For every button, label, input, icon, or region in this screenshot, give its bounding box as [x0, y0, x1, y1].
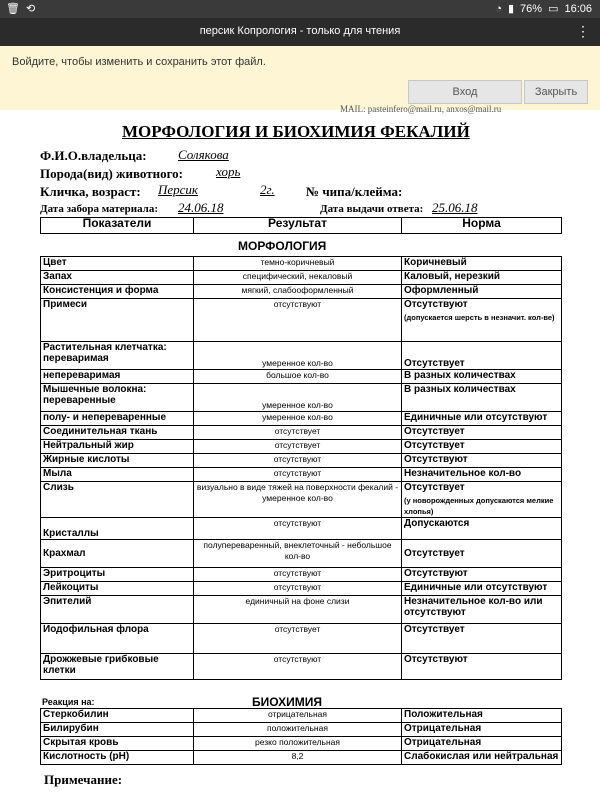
- table-row: Жирные кислоты отсутствуют Отсутствуют: [41, 454, 562, 468]
- table-row: Нейтральный жир отсутствует Отсутствует: [41, 440, 562, 454]
- morphology-title: МОРФОЛОГИЯ: [238, 239, 327, 253]
- table-row: Стеркобилин отрицательная Положительная: [41, 709, 562, 723]
- reaction-label: Реакция на:: [42, 697, 95, 707]
- table-row: Эпителий единичный на фоне слизи Незначительное кол-во или отсутствуют: [41, 596, 562, 624]
- document-title: персик Копрология - только для чтения: [199, 25, 401, 37]
- table-row: Цвет темно-коричневый Коричневый: [41, 257, 562, 271]
- table-row: Растительная клетчатка: переваримая умеренное кол-во Отсутствует: [41, 342, 562, 370]
- table-row: непереваримая большое кол-во В разных количествах: [41, 370, 562, 384]
- morphology-table: [40, 256, 562, 680]
- table-row: Консистенция и форма мягкий, слабооформленный Оформленный: [41, 285, 562, 299]
- wifi-icon: ◔: [495, 2, 502, 15]
- table-row: Эритроциты отсутствуют Отсутствуют: [41, 568, 562, 582]
- breed-value: хорь: [216, 164, 241, 179]
- name-age-label: Кличка, возраст:: [40, 184, 141, 199]
- date-issued-label: Дата выдачи ответа:: [320, 203, 424, 215]
- table-header: [40, 217, 562, 234]
- date-taken-label: Дата забора материала:: [40, 203, 159, 215]
- banner-message: Войдите, чтобы изменить и сохранить этот файл.: [12, 56, 266, 68]
- table-row: полу- и непереваренные умеренное кол-во Единичные или отсутствуют: [41, 412, 562, 426]
- table-row: Слизь визуально в виде тяжей на поверхности фекалий - умеренное кол-во Отсутствует (у новорожденных допускаются мелкие хлопья): [41, 482, 562, 518]
- table-row: Мышечные волокна: переваренные умеренное кол-во В разных количествах: [41, 384, 562, 412]
- status-bar: [0, 0, 600, 18]
- biochemistry-title: БИОХИМИЯ: [252, 695, 323, 709]
- breed-label: Порода(вид) животного:: [40, 166, 183, 181]
- table-row: Запах специфический, некаловый Каловый, нерезкий: [41, 271, 562, 285]
- sync-icon: ⟲: [25, 3, 36, 15]
- table-row: Мыла отсутствуют Незначительное кол-во: [41, 468, 562, 482]
- owner-value: Солякова: [178, 147, 229, 162]
- trash-icon: 🗑: [6, 3, 20, 15]
- col-result: Результат: [194, 218, 402, 234]
- lab-email: MAIL: pasteinfero@mail.ru, anxos@mail.ru: [340, 104, 502, 114]
- signal-icon: ▮: [507, 3, 515, 15]
- table-row: Крахмал полупереваренный, внеклеточный - небольшое кол-во Отсутствует: [41, 540, 562, 568]
- battery-level: 76%: [520, 2, 543, 15]
- report-title: МОРФОЛОГИЯ И БИОХИМИЯ ФЕКАЛИЙ: [122, 122, 470, 141]
- table-row: Билирубин положительная Отрицательная: [41, 723, 562, 737]
- pet-age-value: 2г.: [260, 182, 275, 197]
- date-issued-value: 25.06.18: [432, 200, 478, 215]
- close-button[interactable]: Закрыть: [524, 80, 588, 104]
- pet-name-value: Персик: [158, 182, 199, 197]
- owner-label: Ф.И.О.владельца:: [40, 148, 147, 163]
- clock: 16:06: [564, 2, 592, 15]
- table-row: Примеси отсутствуют Отсутствуют (допускается шерсть в незначит. кол-ве): [41, 299, 562, 342]
- table-row: Лейкоциты отсутствуют Единичные или отсутствуют: [41, 582, 562, 596]
- chip-label: № чипа/клейма:: [306, 184, 403, 199]
- col-norm: Норма: [402, 218, 562, 234]
- table-row: Соединительная ткань отсутствует Отсутствует: [41, 426, 562, 440]
- table-row: Скрытая кровь резко положительная Отрицательная: [41, 737, 562, 751]
- note-label: Примечание:: [44, 772, 123, 787]
- table-row: Дрожжевые грибковые клетки отсутствуют Отсутствуют: [41, 654, 562, 680]
- table-row: Иодофильная флора отсутствует Отсутствует: [41, 624, 562, 654]
- more-options-icon[interactable]: ⋮: [576, 23, 590, 39]
- signin-banner: [0, 46, 600, 111]
- document-titlebar: [0, 18, 600, 46]
- biochemistry-table: [40, 708, 562, 765]
- date-taken-value: 24.06.18: [178, 200, 224, 215]
- table-row: Кислотность (рН) 8,2 Слабокислая или нейтральная: [41, 751, 562, 765]
- col-indicator: Показатели: [41, 218, 194, 234]
- battery-icon: ▭: [548, 3, 559, 15]
- login-button[interactable]: Вход: [408, 80, 522, 104]
- document-page: [0, 104, 600, 800]
- table-row: Кристаллы отсутствуют Допускаются: [41, 518, 562, 540]
